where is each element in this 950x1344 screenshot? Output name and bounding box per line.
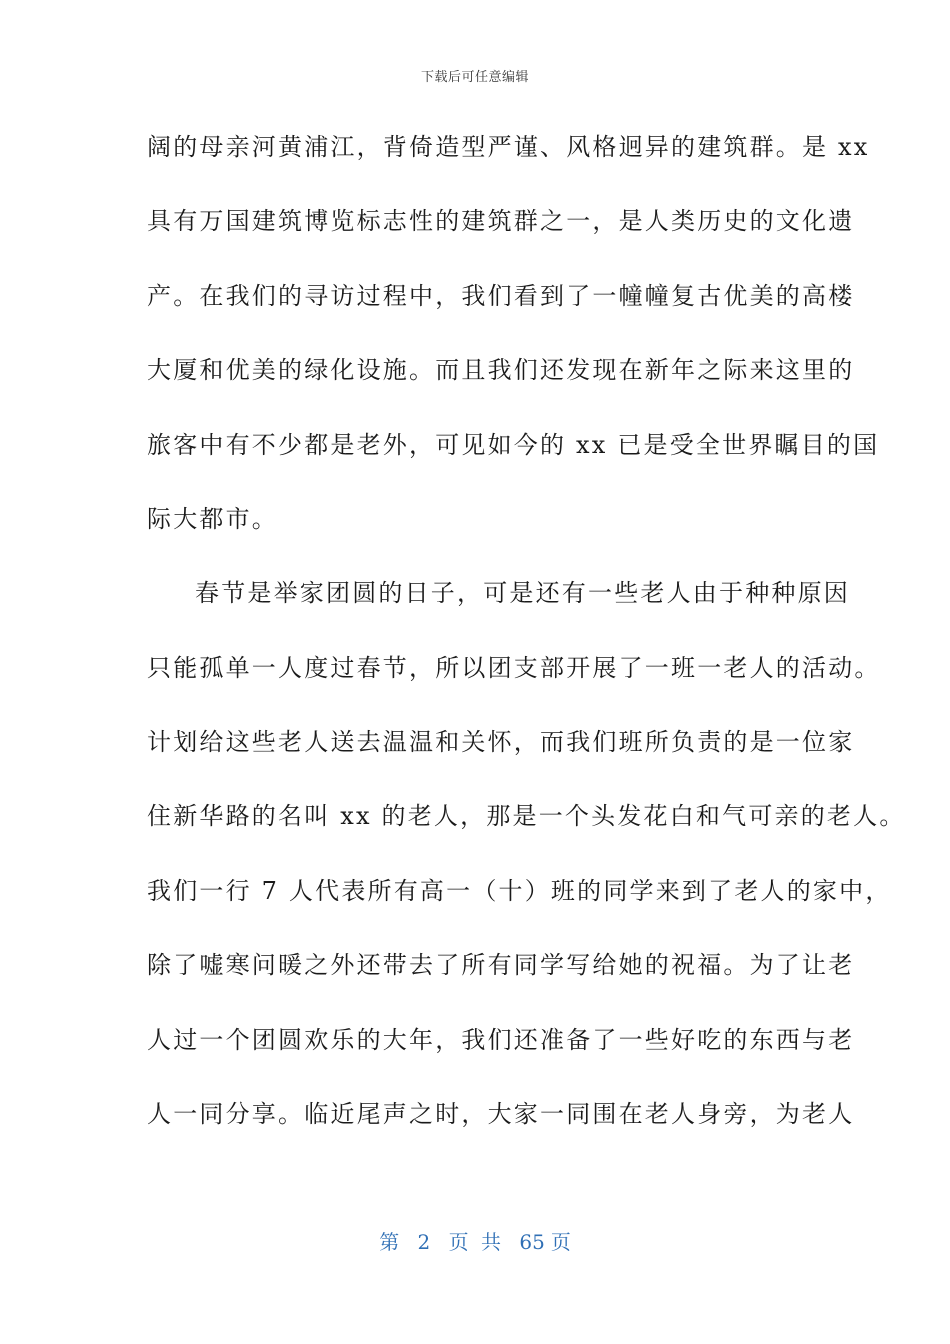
text-line: 除了嘘寒问暖之外还带去了所有同学写给她的祝福。为了让老 — [147, 951, 855, 979]
paragraph-first-line: 春节是举家团圆的日子，可是还有一些老人由于种种原因 — [195, 579, 850, 607]
header-note: 下载后可任意编辑 — [420, 70, 529, 85]
text-line: 计划给这些老人送去温温和关怀，而我们班所负责的是一位家 — [147, 728, 855, 756]
page-label-mid: 页 共 — [448, 1230, 501, 1254]
text-line: 人过一个团圆欢乐的大年，我们还准备了一些好吃的东西与老 — [147, 1026, 855, 1054]
page-number: 2 — [417, 1230, 431, 1254]
total-pages: 65 — [519, 1230, 545, 1254]
text-line: 旅客中有不少都是老外，可见如今的 xx 已是受全世界瞩目的国 — [147, 431, 880, 459]
text-line: 住新华路的名叫 xx 的老人，那是一个头发花白和气可亲的老人。 — [147, 802, 906, 830]
text-line: 大厦和优美的绿化设施。而且我们还发现在新年之际来这里的 — [147, 356, 855, 384]
text-line: 我们一行 7 人代表所有高一（十）班的同学来到了老人的家中， — [147, 877, 892, 905]
text-line: 只能孤单一人度过春节，所以团支部开展了一班一老人的活动。 — [147, 654, 881, 682]
text-line: 际大都市。 — [147, 505, 278, 533]
text-line: 人一同分享。临近尾声之时，大家一同围在老人身旁，为老人 — [147, 1100, 855, 1128]
page-label-prefix: 第 — [379, 1230, 400, 1254]
page-footer — [0, 1226, 950, 1255]
text-line: 具有万国建筑博览标志性的建筑群之一，是人类历史的文化遗 — [147, 207, 855, 235]
page-label-suffix: 页 — [550, 1230, 571, 1254]
text-line: 产。在我们的寻访过程中，我们看到了一幢幢复古优美的高楼 — [147, 282, 855, 310]
text-line: 阔的母亲河黄浦江，背倚造型严谨、风格迥异的建筑群。是 xx — [147, 133, 870, 161]
